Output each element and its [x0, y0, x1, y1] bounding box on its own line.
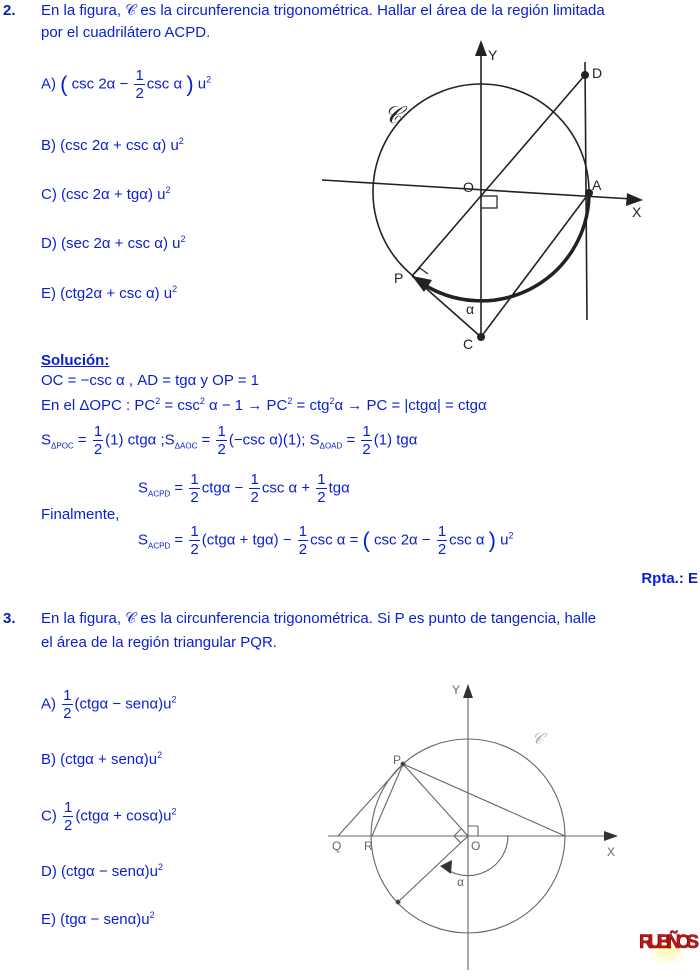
label-q: Q [332, 839, 342, 853]
solution-line-4: $S_{ACPD}$ = $\frac{1}{2}$ ctgα − $\frac{1}{2}$ csc α + $\frac{1}{2}$ tgα [138, 471, 350, 506]
problem-2-option-a: A) ( csc 2α − $\frac{1}{2}$ csc α ) $u^2$ [41, 67, 212, 102]
fraction: $\frac{1}{2}$ [63, 687, 72, 722]
fraction: $\frac{1}{2}$ [362, 423, 371, 458]
label-c: C [463, 336, 474, 352]
label-alpha: α [457, 875, 464, 889]
problem-3-number: 3. [3, 610, 16, 627]
solution-line-6: $S_{ACPD}$ = $\frac{1}{2}$ (ctgα + tgα) − $\frac{1}{2}$ csc α = ( csc 2α − $\frac{1}{2}$ csc α ) $u^2$ [138, 523, 514, 558]
solution-line-1: OC = −csc α , AD = tgα y OP = 1 [41, 372, 259, 389]
problem-3-option-b: B) $(ctg\alpha + sen\alpha)u^2$ [41, 750, 163, 768]
problem-2-number: 2. [3, 2, 16, 19]
fraction: $\frac{1}{2}$ [135, 67, 144, 102]
label-o: O [463, 179, 474, 195]
label-alpha: α [466, 301, 475, 317]
fraction: $\frac{1}{2}$ [93, 423, 103, 458]
fraction: $\frac{1}{2}$ [217, 423, 226, 458]
fraction: $\frac{1}{2}$ [317, 471, 326, 506]
label-y: Y [452, 683, 461, 697]
label-o: O [471, 839, 481, 853]
label-a: A [592, 177, 602, 193]
solution-title: Solución: [41, 352, 110, 369]
problem-2-option-b: B) (csc 2α + csc α) $u^2$ [41, 136, 184, 154]
fraction: $\frac{1}{2}$ [190, 471, 199, 506]
label-p: P [393, 753, 402, 767]
solution-line-2: En el ΔOPC : $PC^2 = \csc^2 \alpha - 1 \to PC^2 = ctg^2\alpha$ → PC = |ctgα| = ctgα [41, 396, 487, 414]
alpha-arc [420, 195, 589, 301]
fraction: $\frac{1}{2}$ [190, 523, 199, 558]
label-y: Y [488, 47, 498, 63]
fraction: $\frac{1}{2}$ [437, 523, 447, 558]
label-circle: 𝒞 [384, 102, 402, 129]
arrow-icon [412, 276, 432, 292]
solution-line-5: Finalmente, [41, 506, 120, 523]
problem-2-figure [0, 0, 700, 360]
solution-line-3: $S_{\Delta POC}$ = $\frac{1}{2}$ (1) ctgα $;S_{\Delta AOC}$ = $\frac{1}{2}$ (−csc α)(1); $S_{\Delta OAD}$ = $\frac{1}{2}$ (1) tgα [41, 423, 418, 458]
problem-2-statement-line1: En la figura, 𝒞 es la circunferencia trigonométrica. Hallar el área de la región limitada [41, 2, 605, 19]
line-pd [412, 75, 585, 276]
problem-2-statement-line2: por el cuadrilátero ACPD. [41, 24, 211, 41]
problem-2-option-d: D) (sec 2α + csc α) $u^2$ [41, 234, 186, 252]
problem-3-option-d: D) $(ctg\alpha - sen\alpha)u^2$ [41, 862, 163, 880]
label-x: X [607, 845, 616, 859]
problem-2-option-e: E) (ctg2α + csc α) $u^2$ [41, 284, 178, 302]
problem-2-option-c: C) (csc 2α + tgα) $u^2$ [41, 185, 171, 203]
problem-3-figure [0, 660, 700, 977]
fraction: $\frac{1}{2}$ [64, 799, 73, 834]
problem-3-statement-line1: En la figura, 𝒞 es la circunferencia trigonométrica. Si P es punto de tangencia, halle [41, 610, 597, 627]
fraction: $\frac{1}{2}$ [250, 471, 259, 506]
label-p: P [394, 270, 404, 286]
rubinos-logo [638, 924, 700, 976]
label-circle: 𝒞 [532, 731, 544, 748]
label-r: R [364, 839, 373, 853]
label-x: X [632, 204, 642, 220]
svg-text:RUBIÑOS: RUBIÑOS [639, 932, 699, 953]
problem-3-option-c: C) $\frac{1}{2}$ $(ctg\alpha + \cos\alpha)u^2$ [41, 799, 177, 834]
answer: Rpta.: E [641, 570, 698, 587]
problem-3-option-a: A) $\frac{1}{2}$ $(ctg\alpha - sen\alpha)u^2$ [41, 687, 177, 722]
fraction: $\frac{1}{2}$ [298, 523, 308, 558]
problem-3-option-e: E) $(tg\alpha - sen\alpha)u^2$ [41, 910, 155, 928]
problem-3-statement-line2: el área de la región triangular PQR. [41, 634, 277, 651]
label-d: D [592, 65, 603, 81]
